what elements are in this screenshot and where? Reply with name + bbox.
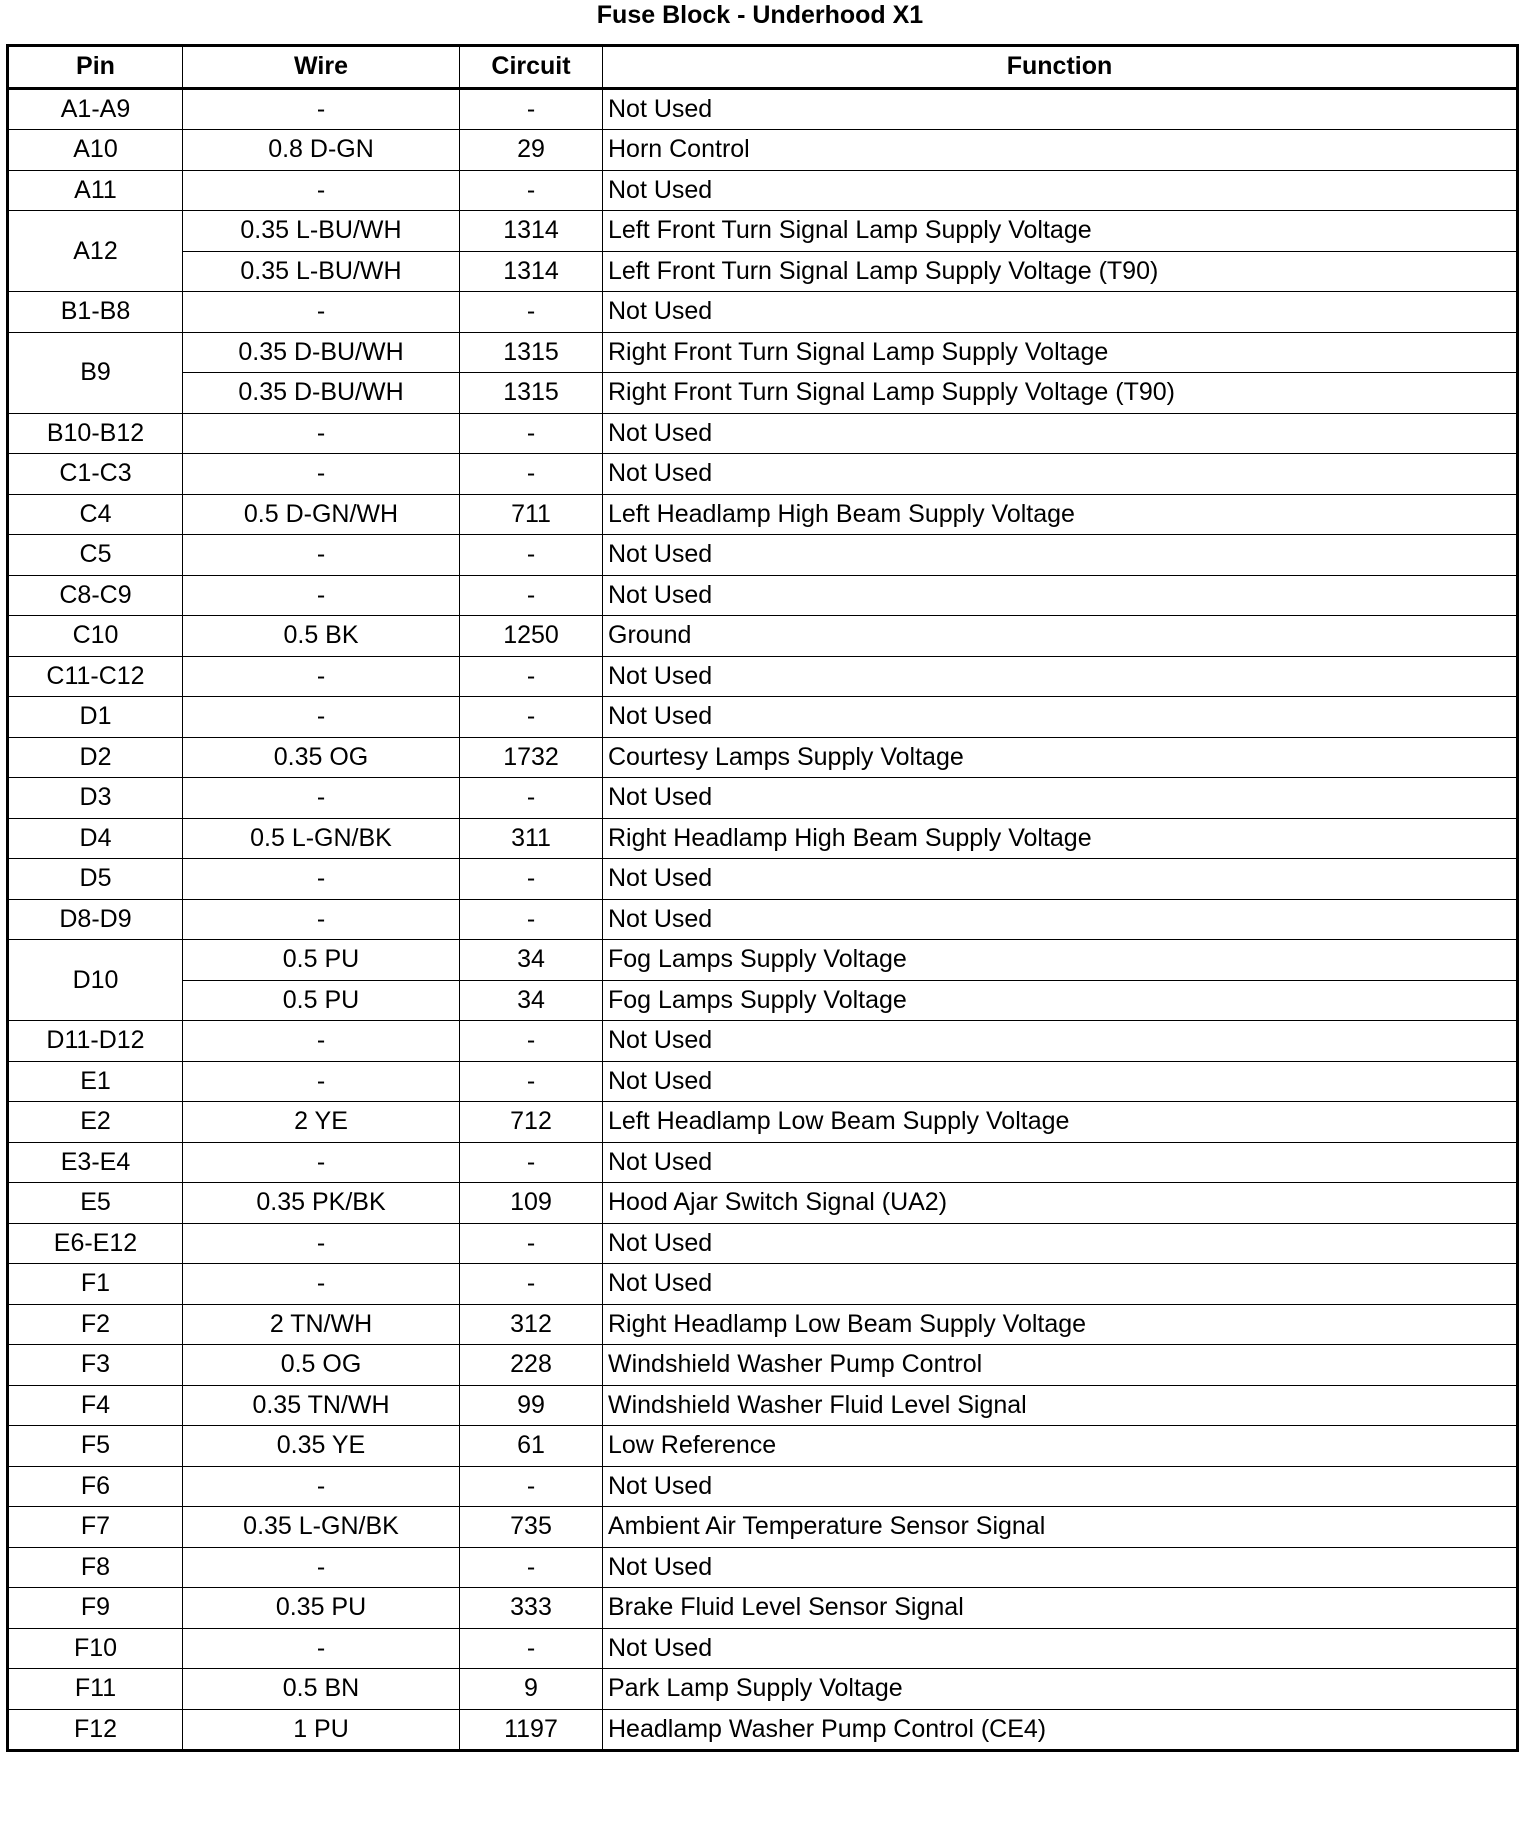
function-cell: Not Used [603, 413, 1518, 454]
pin-cell: D10 [8, 940, 183, 1021]
circuit-cell: - [460, 454, 603, 495]
wire-cell: 0.35 PU [183, 1588, 460, 1629]
circuit-cell: - [460, 88, 603, 130]
circuit-cell: 109 [460, 1183, 603, 1224]
wire-cell: - [183, 88, 460, 130]
wire-cell: 0.35 PK/BK [183, 1183, 460, 1224]
pin-cell: F8 [8, 1547, 183, 1588]
pin-cell: D11-D12 [8, 1021, 183, 1062]
wire-cell: - [183, 1628, 460, 1669]
wire-cell: - [183, 1061, 460, 1102]
pin-cell: E5 [8, 1183, 183, 1224]
circuit-cell: 228 [460, 1345, 603, 1386]
wire-cell: 0.5 BN [183, 1669, 460, 1710]
table-row [8, 1507, 1518, 1548]
pin-cell: E6-E12 [8, 1223, 183, 1264]
wire-cell: - [183, 697, 460, 738]
circuit-cell: 312 [460, 1304, 603, 1345]
circuit-cell: 735 [460, 1507, 603, 1548]
table-row [8, 454, 1518, 495]
function-cell: Not Used [603, 778, 1518, 819]
wire-cell: - [183, 292, 460, 333]
table-row [8, 1466, 1518, 1507]
function-cell: Not Used [603, 1061, 1518, 1102]
wire-cell: - [183, 656, 460, 697]
table-row [8, 859, 1518, 900]
pin-cell: D5 [8, 859, 183, 900]
circuit-cell: 712 [460, 1102, 603, 1143]
function-cell: Left Headlamp Low Beam Supply Voltage [603, 1102, 1518, 1143]
circuit-cell: - [460, 575, 603, 616]
circuit-cell: - [460, 1628, 603, 1669]
circuit-cell: - [460, 1142, 603, 1183]
wire-cell: 0.5 PU [183, 980, 460, 1021]
circuit-cell: 1315 [460, 332, 603, 373]
table-row [8, 1183, 1518, 1224]
table-row [8, 980, 1518, 1021]
table-row [8, 535, 1518, 576]
table-row [8, 656, 1518, 697]
wire-cell: - [183, 899, 460, 940]
column-header-circuit: Circuit [460, 46, 603, 89]
wire-cell: - [183, 778, 460, 819]
table-row [8, 899, 1518, 940]
pin-cell: B9 [8, 332, 183, 413]
wire-cell: 0.5 L-GN/BK [183, 818, 460, 859]
table-row [8, 88, 1518, 130]
table-row [8, 940, 1518, 981]
wire-cell: - [183, 1466, 460, 1507]
pin-cell: D2 [8, 737, 183, 778]
wire-cell: 2 YE [183, 1102, 460, 1143]
circuit-cell: 9 [460, 1669, 603, 1710]
circuit-cell: 1732 [460, 737, 603, 778]
circuit-cell: - [460, 535, 603, 576]
function-cell: Right Front Turn Signal Lamp Supply Voltage (T90) [603, 373, 1518, 414]
function-cell: Ambient Air Temperature Sensor Signal [603, 1507, 1518, 1548]
wire-cell: - [183, 1223, 460, 1264]
table-row [8, 1709, 1518, 1751]
function-cell: Park Lamp Supply Voltage [603, 1669, 1518, 1710]
table-header-row [8, 46, 1518, 89]
document-title: Fuse Block - Underhood X1 [596, 1, 924, 29]
circuit-cell: - [460, 859, 603, 900]
function-cell: Left Headlamp High Beam Supply Voltage [603, 494, 1518, 535]
table-row [8, 373, 1518, 414]
table-row [8, 292, 1518, 333]
table-body [8, 88, 1518, 1751]
pin-cell: F9 [8, 1588, 183, 1629]
table-row [8, 494, 1518, 535]
function-cell: Not Used [603, 899, 1518, 940]
wire-cell: - [183, 575, 460, 616]
table-row [8, 1588, 1518, 1629]
function-cell: Not Used [603, 1223, 1518, 1264]
table-row [8, 332, 1518, 373]
function-cell: Fog Lamps Supply Voltage [603, 940, 1518, 981]
wire-cell: 2 TN/WH [183, 1304, 460, 1345]
pin-cell: C8-C9 [8, 575, 183, 616]
circuit-cell: 61 [460, 1426, 603, 1467]
circuit-cell: - [460, 1547, 603, 1588]
table-row [8, 251, 1518, 292]
pin-cell: D3 [8, 778, 183, 819]
function-cell: Hood Ajar Switch Signal (UA2) [603, 1183, 1518, 1224]
pin-cell: F11 [8, 1669, 183, 1710]
circuit-cell: - [460, 1061, 603, 1102]
table-row [8, 1264, 1518, 1305]
table-row [8, 130, 1518, 171]
table-row [8, 818, 1518, 859]
wire-cell: 0.35 D-BU/WH [183, 332, 460, 373]
function-cell: Not Used [603, 535, 1518, 576]
pin-cell: D8-D9 [8, 899, 183, 940]
circuit-cell: 34 [460, 940, 603, 981]
wire-cell: 0.35 L-GN/BK [183, 1507, 460, 1548]
circuit-cell: - [460, 1466, 603, 1507]
circuit-cell: - [460, 656, 603, 697]
pin-cell: F10 [8, 1628, 183, 1669]
wire-cell: - [183, 1547, 460, 1588]
pin-cell: C11-C12 [8, 656, 183, 697]
column-header-wire: Wire [183, 46, 460, 89]
function-cell: Left Front Turn Signal Lamp Supply Voltage (T90) [603, 251, 1518, 292]
wire-cell: 0.35 YE [183, 1426, 460, 1467]
pin-cell: E2 [8, 1102, 183, 1143]
function-cell: Low Reference [603, 1426, 1518, 1467]
pin-cell: F1 [8, 1264, 183, 1305]
wire-cell: 0.35 TN/WH [183, 1385, 460, 1426]
circuit-cell: - [460, 1264, 603, 1305]
function-cell: Not Used [603, 859, 1518, 900]
pin-cell: C1-C3 [8, 454, 183, 495]
function-cell: Not Used [603, 1628, 1518, 1669]
function-cell: Ground [603, 616, 1518, 657]
function-cell: Windshield Washer Pump Control [603, 1345, 1518, 1386]
pin-cell: C4 [8, 494, 183, 535]
circuit-cell: 1250 [460, 616, 603, 657]
pin-cell: F6 [8, 1466, 183, 1507]
circuit-cell: - [460, 899, 603, 940]
circuit-cell: - [460, 1223, 603, 1264]
function-cell: Not Used [603, 697, 1518, 738]
circuit-cell: 34 [460, 980, 603, 1021]
wire-cell: - [183, 1021, 460, 1062]
table-row [8, 1304, 1518, 1345]
circuit-cell: 711 [460, 494, 603, 535]
function-cell: Right Headlamp High Beam Supply Voltage [603, 818, 1518, 859]
table-row [8, 1061, 1518, 1102]
wire-cell: - [183, 1142, 460, 1183]
table-row [8, 1142, 1518, 1183]
wire-cell: - [183, 535, 460, 576]
function-cell: Courtesy Lamps Supply Voltage [603, 737, 1518, 778]
function-cell: Not Used [603, 656, 1518, 697]
table-row [8, 170, 1518, 211]
function-cell: Not Used [603, 1547, 1518, 1588]
pin-cell: B1-B8 [8, 292, 183, 333]
circuit-cell: 1315 [460, 373, 603, 414]
wire-cell: 0.35 L-BU/WH [183, 251, 460, 292]
circuit-cell: - [460, 413, 603, 454]
circuit-cell: 29 [460, 130, 603, 171]
pin-cell: A1-A9 [8, 88, 183, 130]
wire-cell: 1 PU [183, 1709, 460, 1751]
circuit-cell: - [460, 170, 603, 211]
function-cell: Brake Fluid Level Sensor Signal [603, 1588, 1518, 1629]
function-cell: Not Used [603, 454, 1518, 495]
function-cell: Not Used [603, 292, 1518, 333]
wire-cell: - [183, 170, 460, 211]
pin-cell: F4 [8, 1385, 183, 1426]
function-cell: Not Used [603, 88, 1518, 130]
wire-cell: - [183, 1264, 460, 1305]
wire-cell: 0.35 L-BU/WH [183, 211, 460, 252]
table-row [8, 1021, 1518, 1062]
wire-cell: 0.5 D-GN/WH [183, 494, 460, 535]
table-row [8, 616, 1518, 657]
table-row [8, 1223, 1518, 1264]
table-row [8, 1547, 1518, 1588]
circuit-cell: 1314 [460, 251, 603, 292]
pin-cell: F5 [8, 1426, 183, 1467]
pin-cell: A12 [8, 211, 183, 292]
circuit-cell: 333 [460, 1588, 603, 1629]
wire-cell: 0.35 OG [183, 737, 460, 778]
function-cell: Not Used [603, 575, 1518, 616]
function-cell: Not Used [603, 1021, 1518, 1062]
pin-cell: B10-B12 [8, 413, 183, 454]
circuit-cell: - [460, 697, 603, 738]
pin-cell: A10 [8, 130, 183, 171]
wire-cell: 0.5 PU [183, 940, 460, 981]
table-row [8, 778, 1518, 819]
function-cell: Right Front Turn Signal Lamp Supply Voltage [603, 332, 1518, 373]
wire-cell: 0.8 D-GN [183, 130, 460, 171]
function-cell: Not Used [603, 170, 1518, 211]
function-cell: Left Front Turn Signal Lamp Supply Voltage [603, 211, 1518, 252]
function-cell: Fog Lamps Supply Voltage [603, 980, 1518, 1021]
circuit-cell: - [460, 292, 603, 333]
column-header-function: Function [603, 46, 1518, 89]
wire-cell: - [183, 454, 460, 495]
function-cell: Headlamp Washer Pump Control (CE4) [603, 1709, 1518, 1751]
pin-cell: D4 [8, 818, 183, 859]
circuit-cell: 1314 [460, 211, 603, 252]
table-row [8, 1669, 1518, 1710]
table-row [8, 737, 1518, 778]
circuit-cell: 99 [460, 1385, 603, 1426]
pin-cell: A11 [8, 170, 183, 211]
table-row [8, 1102, 1518, 1143]
table-row [8, 211, 1518, 252]
table-row [8, 413, 1518, 454]
connector-pin-table [6, 44, 1519, 1752]
column-header-pin: Pin [8, 46, 183, 89]
table-row [8, 1385, 1518, 1426]
wire-cell: 0.35 D-BU/WH [183, 373, 460, 414]
table-row [8, 575, 1518, 616]
pin-cell: F7 [8, 1507, 183, 1548]
pin-cell: E3-E4 [8, 1142, 183, 1183]
pin-cell: F2 [8, 1304, 183, 1345]
pin-cell: C5 [8, 535, 183, 576]
pin-cell: F12 [8, 1709, 183, 1751]
function-cell: Not Used [603, 1466, 1518, 1507]
table-row [8, 697, 1518, 738]
circuit-cell: - [460, 778, 603, 819]
circuit-cell: 311 [460, 818, 603, 859]
pin-cell: D1 [8, 697, 183, 738]
pin-cell: E1 [8, 1061, 183, 1102]
wire-cell: 0.5 BK [183, 616, 460, 657]
function-cell: Not Used [603, 1142, 1518, 1183]
table-row [8, 1345, 1518, 1386]
wire-cell: - [183, 859, 460, 900]
wire-cell: 0.5 OG [183, 1345, 460, 1386]
function-cell: Horn Control [603, 130, 1518, 171]
table-row [8, 1426, 1518, 1467]
pin-cell: F3 [8, 1345, 183, 1386]
wire-cell: - [183, 413, 460, 454]
pin-cell: C10 [8, 616, 183, 657]
function-cell: Windshield Washer Fluid Level Signal [603, 1385, 1518, 1426]
circuit-cell: - [460, 1021, 603, 1062]
function-cell: Not Used [603, 1264, 1518, 1305]
circuit-cell: 1197 [460, 1709, 603, 1751]
table-row [8, 1628, 1518, 1669]
function-cell: Right Headlamp Low Beam Supply Voltage [603, 1304, 1518, 1345]
